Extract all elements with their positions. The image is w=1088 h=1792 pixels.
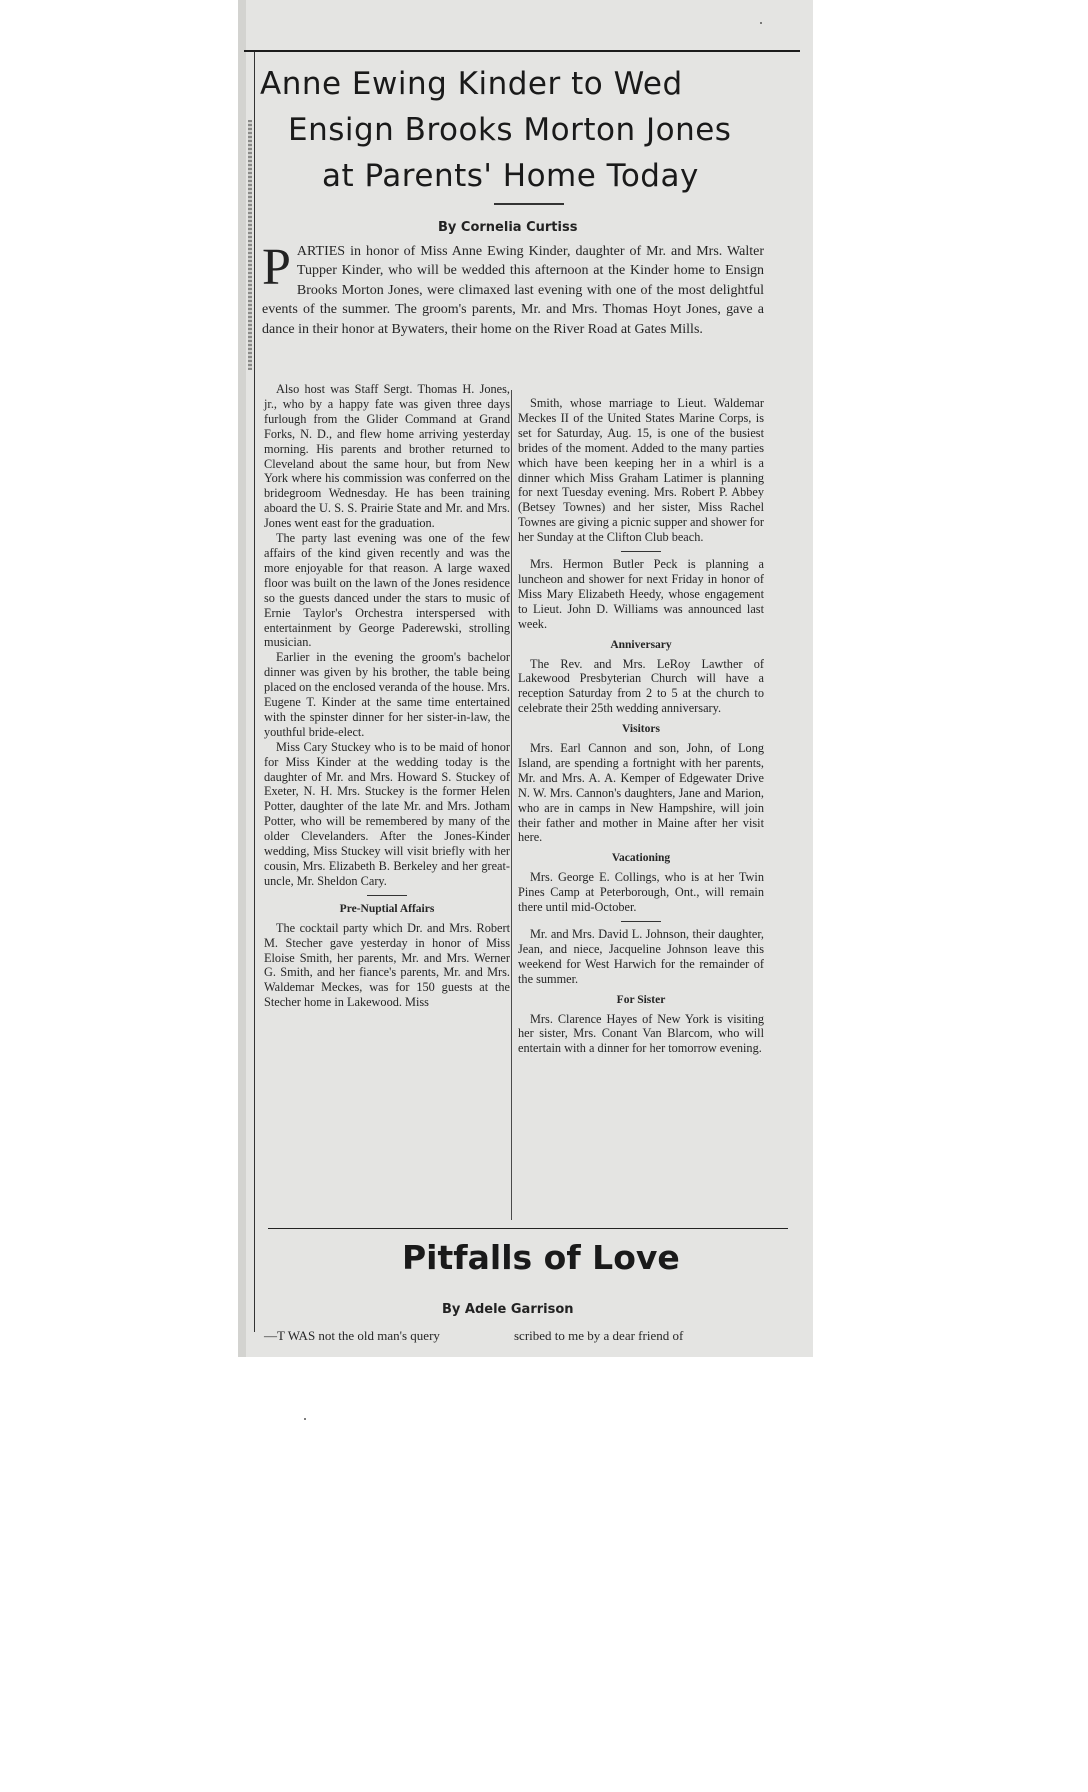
newspaper-clipping — [238, 0, 813, 1357]
drop-cap: P — [262, 239, 291, 296]
second-byline: By Adele Garrison — [442, 1302, 574, 1317]
column-divider — [511, 390, 512, 1220]
subheading: Vacationing — [611, 852, 671, 865]
left-column-rule — [254, 52, 255, 1332]
truncated-text-left: —T WAS not the old man's query — [264, 1328, 440, 1343]
subheading: For Sister — [616, 993, 666, 1006]
paragraph: Miss Cary Stuckey who is to be maid of honor for Miss Kinder at the wedding today is the daughter of Mr. and Mrs. Howard S. Stuckey of Exeter, N. H. Mrs. Stuckey is the former Helen Potter, daughter of the late Mr. and Mrs. Jotham Potter, who will be remembered by many of the older Clevelanders. After the Jones-Kinder wedding, Miss Stuckey will visit briefly with her cousin, Mrs. Elizabeth B. Berkeley and her great-uncle, Mr. Sheldon Cary. — [264, 739, 510, 888]
scan-speck — [304, 1418, 306, 1420]
headline-line-3: at Parents' Home Today — [322, 158, 699, 194]
paragraph: Smith, whose marriage to Lieut. Waldemar Meckes II of the United States Marine Corps, is set for Saturday, Aug. 15, is one of the busiest brides of the moment. Added to the many parties which have been keeping her in a whirl is a dinner which Miss Graham Latimer is planning for next Tuesday evening. Mrs. Robert P. Abbey (Betsey Townes) and her sister, Miss Rachel Townes are giving a picnic supper and shower for her Sunday at the Clifton Club beach. — [518, 396, 764, 545]
paragraph: Mrs. Hermon Butler Peck is planning a luncheon and shower for next Friday in honor of Miss Mary Elizabeth Heedy, whose engagement to Lieut. John D. Williams was announced last week. — [518, 557, 764, 631]
second-headline: Pitfalls of Love — [402, 1238, 680, 1277]
paragraph: Mrs. George E. Collings, who is at her Twin Pines Camp at Peterborough, Ont., will remain there until mid-October. — [518, 870, 764, 915]
paragraph: The cocktail party which Dr. and Mrs. Robert M. Stecher gave yesterday in honor of Miss Eloise Smith, her parents, Mr. and Mrs. Werner G. Smith, and her fiance's parents, Mr. and Mrs. Waldemar Meckes, was for 150 guests at the Stecher home in Lakewood. Miss — [264, 920, 510, 1010]
torn-edge — [238, 0, 246, 1357]
separator-rule — [367, 895, 407, 896]
paragraph: Mr. and Mrs. David L. Johnson, their daughter, Jean, and niece, Jacqueline Johnson leave this weekend for West Harwich for the remainder of the summer. — [518, 927, 764, 986]
article-column-1 — [264, 382, 510, 1010]
separator-rule — [621, 551, 661, 552]
truncated-text-line — [264, 1328, 784, 1344]
lead-text: ARTIES in honor of Miss Anne Ewing Kinder, daughter of Mr. and Mrs. Walter Tupper Kinder, who will be wedded this afternoon at the Kinder home to Ensign Brooks Morton Jones, were climaxed last evening with one of the most delightful events of the summer. The groom's parents, Mr. and Mrs. Thomas Hoyt Jones, gave a dance in their honor at Bywaters, their home on the River Road at Gates Mills. — [262, 244, 764, 337]
article-column-2 — [518, 396, 764, 1056]
scan-artifact-strip — [248, 120, 252, 370]
lead-paragraph — [262, 239, 764, 339]
headline-line-1: Anne Ewing Kinder to Wed — [260, 66, 683, 102]
separator-rule — [621, 921, 661, 922]
paragraph: The party last evening was one of the few affairs of the kind given recently and was the more enjoyable for that reason. A large waxed floor was built on the lawn of the Jones residence so the guests danced under the stars to music of Ernie Taylor's Orchestra interspersed with entertainment by George Paderewski, strolling musician. — [264, 531, 510, 650]
byline: By Cornelia Curtiss — [438, 220, 578, 235]
subheading: Anniversary — [610, 638, 672, 651]
scan-speck — [760, 22, 762, 24]
headline-line-2: Ensign Brooks Morton Jones — [288, 112, 732, 148]
paragraph: Earlier in the evening the groom's bachelor dinner was given by his brother, the table being placed on the enclosed veranda of the house. Mrs. Eugene T. Kinder at the same time entertained with the spinster dinner for her sister-in-law, the youthful bride-elect. — [264, 650, 510, 739]
truncated-text-right: scribed to me by a dear friend of — [514, 1328, 684, 1343]
section-rule — [268, 1228, 788, 1229]
paragraph: Also host was Staff Sergt. Thomas H. Jones, jr., who by a happy fate was given three days furlough from the Glider Command at Grand Forks, N. D., and flew home arriving yesterday morning. His parents and brother returned to Cleveland about the same hour, but from New York where his commission was conferred on the bridegroom Wednesday. He has been training aboard the U. S. S. Prairie State and Mr. and Mrs. Jones went east for the graduation. — [264, 382, 510, 531]
paragraph: Mrs. Clarence Hayes of New York is visiting her sister, Mrs. Conant Van Blarcom, who will entertain with a dinner for her tomorrow evening. — [518, 1011, 764, 1056]
subheading: Pre-Nuptial Affairs — [339, 902, 435, 915]
top-rule — [244, 50, 800, 52]
headline-rule — [494, 203, 564, 205]
paragraph: The Rev. and Mrs. LeRoy Lawther of Lakewood Presbyterian Church will have a reception Saturday from 2 to 5 at the church to celebrate their 25th wedding anniversary. — [518, 656, 764, 716]
subheading: Visitors — [622, 723, 660, 736]
paragraph: Mrs. Earl Cannon and son, John, of Long Island, are spending a fortnight with her parents, Mr. and Mrs. A. A. Kemper of Edgewater Drive N. W. Mrs. Cannon's daughters, Jane and Marion, who are in camps in New Hampshire, will join their father and mother in Maine after her visit here. — [518, 741, 764, 845]
